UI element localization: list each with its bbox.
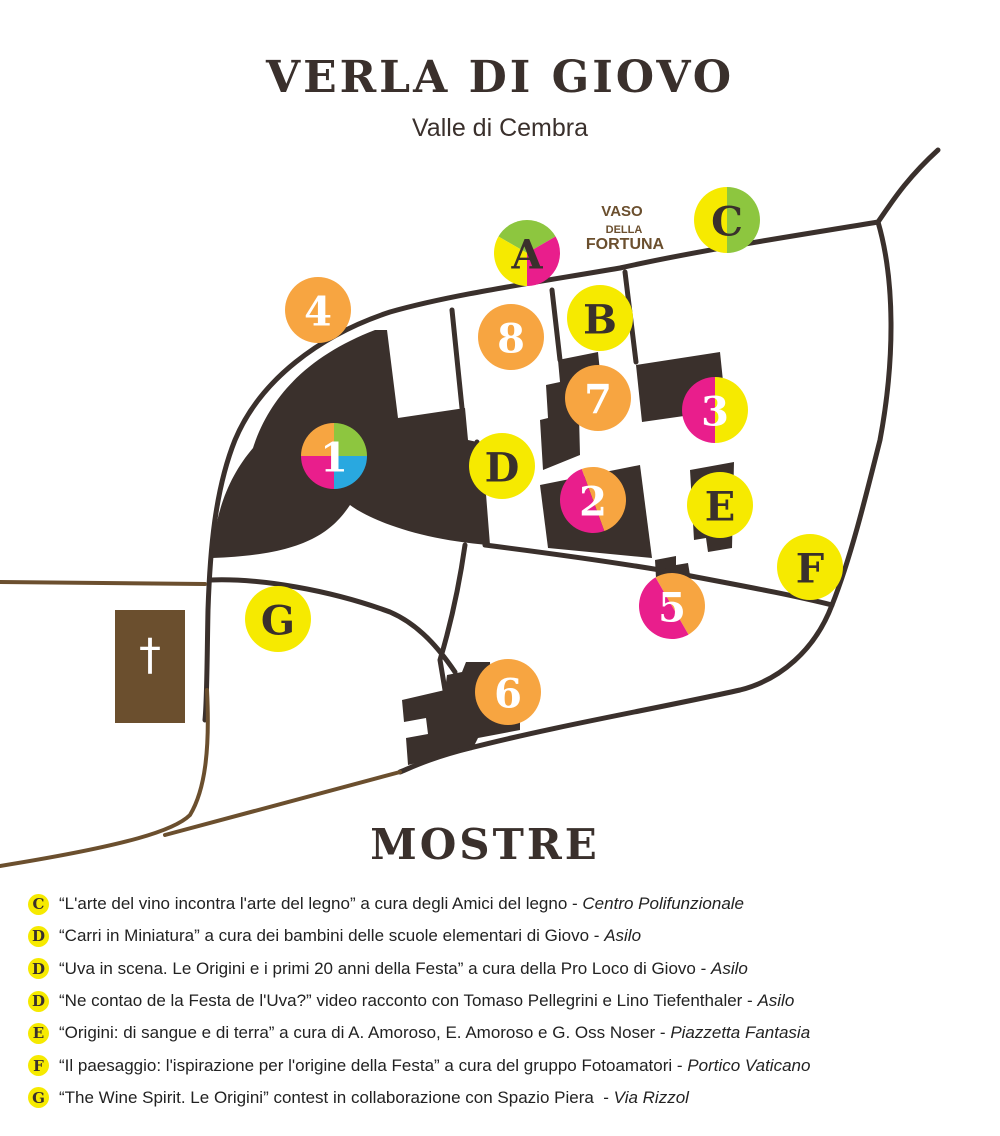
marker-label: 6: [494, 670, 522, 718]
mostre-item-desc: a cura degli Amici del legno -: [355, 894, 583, 914]
marker-label: 1: [320, 434, 348, 482]
map-marker-a[interactable]: [494, 220, 560, 286]
mostre-badge: D: [28, 991, 49, 1012]
mostre-list: [28, 888, 993, 1114]
mostre-badge: D: [28, 926, 49, 947]
mostre-badge: F: [28, 1055, 49, 1076]
mostre-title: MOSTRE: [370, 820, 600, 869]
mostre-badge: D: [28, 958, 49, 979]
map-marker-c[interactable]: [694, 187, 760, 253]
map-marker-5[interactable]: [639, 573, 705, 639]
map-marker-4[interactable]: [285, 277, 351, 343]
mostre-badge: E: [28, 1023, 49, 1044]
mostre-item: [28, 888, 993, 920]
map-title: VERLA DI GIOVO: [265, 52, 735, 103]
mostre-item: [28, 985, 993, 1017]
marker-label: E: [704, 483, 736, 531]
mostre-item: [28, 1082, 993, 1114]
mostre-item-desc: video racconto con Tomaso Pellegrini e Lino Tiefenthaler -: [311, 991, 758, 1011]
map-marker-f[interactable]: [777, 534, 843, 600]
landmark-label-della: DELLA: [605, 224, 643, 236]
marker-label: C: [711, 198, 743, 246]
mostre-item-desc: a cura della Pro Loco di Giovo -: [463, 958, 711, 978]
marker-label: 2: [579, 478, 607, 526]
marker-label: 7: [584, 376, 612, 424]
mostre-badge: G: [28, 1087, 49, 1108]
mostre-item-place: Portico Vaticano: [687, 1055, 811, 1075]
landmark-label-fortuna: FORTUNA: [585, 236, 665, 253]
mostre-item-title: “Carri in Miniatura”: [59, 926, 200, 946]
marker-label: F: [795, 545, 825, 593]
map-marker-g[interactable]: [245, 586, 311, 652]
marker-label: D: [484, 444, 520, 492]
map-marker-1[interactable]: [301, 423, 367, 489]
mostre-item: [28, 1017, 993, 1049]
mostre-item-place: Via Rizzol: [613, 1087, 689, 1107]
mostre-item-title: “L'arte del vino incontra l'arte del legno”: [59, 894, 356, 914]
mostre-badge: C: [28, 894, 49, 915]
map-marker-6[interactable]: [475, 659, 541, 725]
mostre-item-title: “Il paesaggio: l'ispirazione per l'origine della Festa”: [59, 1055, 440, 1075]
marker-label: A: [511, 231, 543, 279]
marker-label: B: [583, 296, 617, 344]
church-cross-icon: †: [139, 629, 161, 681]
map-marker-3[interactable]: [682, 377, 748, 443]
mostre-item-desc: a cura dei bambini delle scuole elementari di Giovo -: [199, 926, 605, 946]
landmark-label-vaso: VASO: [601, 203, 643, 220]
mostre-item: [28, 920, 993, 952]
mostre-item-place: Asilo: [710, 958, 748, 978]
mostre-item-title: “Origini: di sangue e di terra”: [59, 1023, 275, 1043]
mostre-item-desc: a cura di A. Amoroso, E. Amoroso e G. Oss Noser -: [274, 1023, 671, 1043]
map-marker-b[interactable]: [567, 285, 633, 351]
map-marker-e[interactable]: [687, 472, 753, 538]
map-marker-7[interactable]: [565, 365, 631, 431]
mostre-item-desc: contest in collaborazione con Spazio Piera -: [268, 1087, 614, 1107]
marker-label: 4: [304, 288, 332, 336]
map-marker-d[interactable]: [469, 433, 535, 499]
mostre-item-title: “The Wine Spirit. Le Origini”: [59, 1087, 269, 1107]
mostre-item: [28, 953, 993, 985]
mostre-item-title: “Uva in scena. Le Origini e i primi 20 anni della Festa”: [59, 958, 464, 978]
mostre-item-title: “Ne contao de la Festa de l'Uva?”: [59, 991, 312, 1011]
mostre-item-place: Asilo: [604, 926, 642, 946]
marker-label: 8: [497, 315, 525, 363]
map-marker-8[interactable]: [478, 304, 544, 370]
mostre-item-place: Piazzetta Fantasia: [670, 1023, 811, 1043]
map-marker-2[interactable]: [560, 467, 626, 533]
map-subtitle: Valle di Cembra: [411, 114, 588, 142]
mostre-item: [28, 1049, 993, 1081]
mostre-item-place: Centro Polifunzionale: [582, 894, 745, 914]
marker-label: 5: [658, 584, 686, 632]
mostre-item-place: Asilo: [757, 991, 795, 1011]
marker-label: G: [260, 597, 296, 645]
mostre-item-desc: a cura del gruppo Fotoamatori -: [439, 1055, 688, 1075]
marker-label: 3: [701, 388, 729, 436]
